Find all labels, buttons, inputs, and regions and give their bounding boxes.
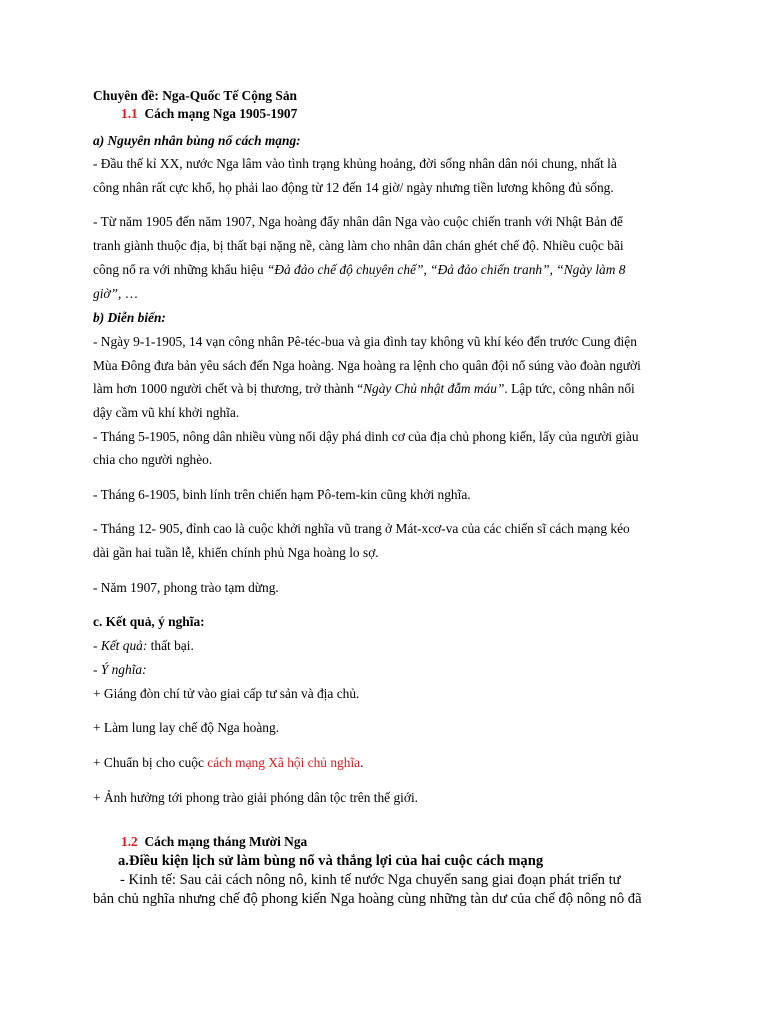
- paragraph-line: dài gần hai tuần lễ, khiến chính phủ Nga hoàng lo sợ.: [93, 545, 379, 560]
- text-run: ,: [549, 262, 557, 277]
- section-title: Cách mạng tháng Mười Nga: [144, 834, 308, 849]
- section-1-1-heading: [121, 105, 297, 123]
- text-run: .: [360, 755, 364, 770]
- paragraph-line: tranh giành thuộc địa, bị thất bại nặng nề, càng làm cho nhân dân chán ghét chế độ. Nhiều cuộc bãi: [93, 238, 624, 253]
- text-run: công nổ ra với những khẩu hiệu: [93, 262, 267, 277]
- subsection-c-heading: c. Kết quả, ý nghĩa:: [93, 614, 205, 629]
- result-line: - Kết quả: thất bại.: [93, 638, 194, 653]
- result-value: thất bại.: [147, 638, 194, 653]
- subsection-1-2-a-heading: a.Điều kiện lịch sử làm bùng nổ và thắng lợi của hai cuộc cách mạng: [118, 853, 544, 869]
- meaning-item: + Ảnh hưởng tới phong trào giải phóng dân tộc trên thế giới.: [93, 790, 419, 805]
- paragraph-line: chia cho người nghèo.: [93, 452, 213, 467]
- paragraph-line: - Kinh tế: Sau cải cách nông nô, kinh tế nước Nga chuyển sang giai đoạn phát triển tư: [120, 872, 621, 888]
- highlighted-phrase: cách mạng Xã hội chủ nghĩa: [207, 755, 361, 770]
- subsection-a-heading: a) Nguyên nhân bùng nổ cách mạng:: [93, 133, 301, 148]
- paragraph-line: - Từ năm 1905 đến năm 1907, Nga hoàng đẩy nhân dân Nga vào cuộc chiến tranh với Nhật Bản để: [93, 214, 623, 229]
- paragraph-line: - Tháng 12- 905, đỉnh cao là cuộc khởi nghĩa vũ trang ở Mát-xcơ-va của các chiến sĩ cách mạng kéo: [93, 521, 630, 536]
- slogan-quote: “Ngày làm 8: [556, 262, 626, 277]
- meaning-item: [93, 754, 363, 772]
- italic-phrase: Ngày Chủ nhật đẫm máu”: [363, 381, 505, 396]
- paragraph-line: - Ngày 9-1-1905, 14 vạn công nhân Pê-téc-bua và gia đình tay không vũ khí kéo đến trước Cung điện: [93, 334, 637, 349]
- text-run: + Chuẩn bị cho cuộc: [93, 755, 208, 770]
- paragraph-line: dậy cầm vũ khí khởi nghĩa.: [93, 405, 240, 420]
- meaning-item: + Giáng đòn chí tử vào giai cấp tư sản và địa chủ.: [93, 686, 360, 701]
- paragraph-line: [93, 380, 635, 398]
- slogan-quote: “Đả đảo chế độ chuyên chế”: [266, 262, 424, 277]
- section-title: Cách mạng Nga 1905-1907: [144, 106, 298, 121]
- section-number: 1.2: [121, 834, 138, 849]
- text-run: ,: [423, 262, 431, 277]
- text-run: . Lập tức, công nhân nổi: [504, 381, 635, 396]
- document-title: Chuyên đề: Nga-Quốc Tế Cộng Sản: [93, 88, 297, 103]
- section-number: 1.1: [121, 106, 138, 121]
- paragraph-line: Mùa Đông đưa bản yêu sách đến Nga hoàng. Nga hoàng ra lệnh cho quân đội nổ súng vào đoàn người: [93, 358, 641, 373]
- text-run: làm hơn 1000 người chết và bị thương, trở thành “: [93, 381, 364, 396]
- paragraph-line: - Đầu thế kỉ XX, nước Nga lâm vào tình trạng khủng hoảng, đời sống nhân dân nói chung, nhất là: [93, 156, 617, 171]
- meaning-label: Ý nghĩa:: [100, 662, 147, 677]
- paragraph-line: bản chủ nghĩa nhưng chế độ phong kiến Nga hoàng cùng những tàn dư của chế độ nông nô đã: [93, 891, 642, 907]
- section-1-2-heading: [121, 833, 307, 851]
- paragraph-line: [93, 261, 625, 279]
- slogan-quote: “Đả đảo chiến tranh”: [430, 262, 550, 277]
- paragraph-line: [93, 285, 138, 303]
- text-run: , …: [118, 286, 139, 301]
- meaning-line: - Ý nghĩa:: [93, 662, 147, 677]
- meaning-item: + Làm lung lay chế độ Nga hoàng.: [93, 720, 280, 735]
- slogan-quote: giờ”: [93, 286, 119, 301]
- paragraph-line: - Năm 1907, phong trào tạm dừng.: [93, 580, 279, 595]
- subsection-b-heading: b) Diễn biến:: [93, 310, 166, 325]
- paragraph-line: - Tháng 5-1905, nông dân nhiều vùng nổi dậy phá dinh cơ của địa chủ phong kiến, lấy của người giàu: [93, 429, 639, 444]
- paragraph-line: - Tháng 6-1905, binh lính trên chiến hạm Pô-tem-kin cũng khởi nghĩa.: [93, 487, 471, 502]
- paragraph-line: công nhân rất cực khổ, họ phải lao động từ 12 đến 14 giờ/ ngày nhưng tiền lương không đủ sống.: [93, 180, 614, 195]
- result-label: Kết quả:: [100, 638, 148, 653]
